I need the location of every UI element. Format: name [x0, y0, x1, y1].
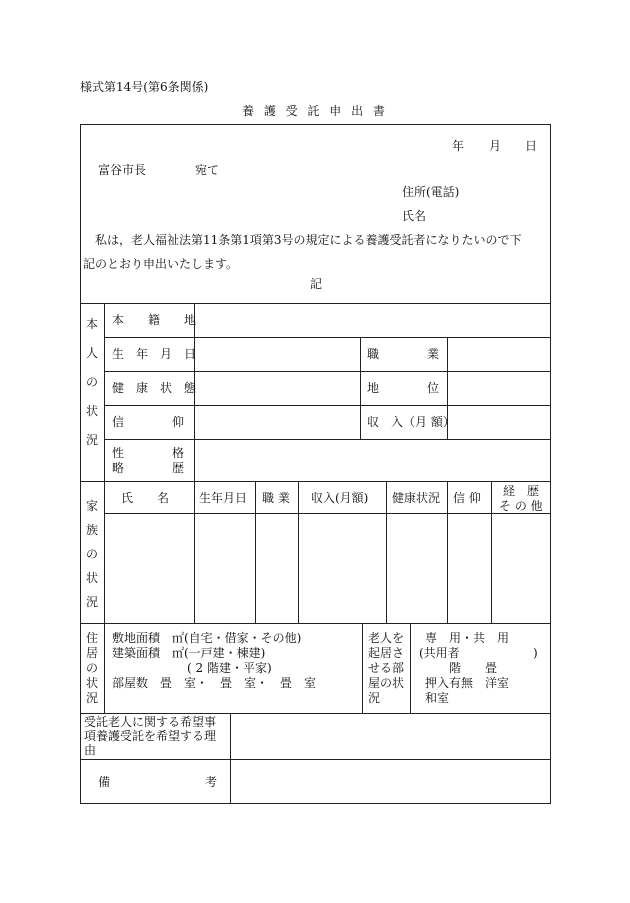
housing-building-area: 建築面積 ㎡(一戸建・棟建) [112, 646, 266, 660]
applicant-name-label: 氏名 [402, 209, 427, 223]
remarks-label-right: 考 [205, 775, 218, 789]
housing-floors: ( 2 階建・平家) [187, 661, 272, 675]
remarks-label-left: 備 [98, 775, 111, 789]
rule-housing-bottom [81, 713, 550, 714]
family-col-health: 健康状況 [392, 491, 441, 505]
room-floor-tatami: 階 畳 [449, 661, 498, 675]
rule-lower-col [230, 713, 231, 804]
rule-person-mid-1 [360, 337, 361, 439]
rule-header-bottom [81, 303, 550, 304]
room-shared-with-close: ) [533, 646, 538, 660]
statement-line-1: 私は，老人福祉法第11条第1項第3号の規定による養護受託者になりたいので下 [95, 233, 522, 247]
rule-housing-heading-col [104, 623, 105, 713]
room-label: 老人を 起居さ せる部 屋の状 況 [368, 631, 405, 705]
statement-line-2: 記のとおり申出いたします。 [83, 257, 239, 271]
date-day: 日 [525, 139, 538, 153]
rule-person-4 [104, 439, 550, 440]
rule-housing-mid-1 [362, 623, 363, 713]
form-number: 様式第14号(第6条関係) [80, 80, 209, 94]
label-health: 健 康 状 態 [112, 381, 197, 395]
applicant-address-label: 住所(電話) [402, 185, 460, 199]
label-character: 性 格 [112, 446, 185, 460]
rule-family-col-5 [447, 481, 448, 623]
addressee-suffix: 宛て [195, 163, 220, 177]
family-section-heading: 家 族 の 状 況 [85, 499, 98, 609]
room-shared-with: (共用者 [419, 646, 460, 660]
addressee: 富谷市長 [98, 163, 147, 177]
family-col-faith: 信 仰 [453, 491, 481, 505]
label-faith: 信 仰 [112, 415, 185, 429]
rule-family-col-6 [491, 481, 492, 623]
label-income: 収 入（月 額） [367, 415, 455, 429]
rule-housing-mid-2 [410, 623, 411, 713]
label-occupation: 職 業 [367, 347, 440, 361]
rule-family-col-3 [298, 481, 299, 623]
family-col-name: 氏 名 [121, 491, 170, 505]
housing-section-heading: 住 居 の 状 況 [85, 631, 98, 705]
rule-person-bottom [81, 481, 550, 482]
family-col-career: 経 歴 [503, 484, 540, 498]
room-exclusive-shared: 専 用・共 用 [425, 631, 510, 645]
rule-family-col-1 [194, 481, 195, 623]
ki-label: 記 [310, 277, 323, 291]
rule-person-3 [104, 405, 550, 406]
rule-person-2 [104, 371, 550, 372]
label-status: 地 位 [367, 381, 440, 395]
wish-label: 受託老人に関する希望事 項養護受託を希望する理 由 [84, 715, 217, 757]
rule-person-1 [104, 337, 550, 338]
rule-family-header [104, 513, 550, 514]
date-year: 年 [452, 139, 465, 153]
rule-heading-col [104, 303, 105, 623]
family-col-birthdate: 生年月日 [199, 491, 248, 505]
rule-family-col-2 [255, 481, 256, 623]
housing-rooms: 部屋数 畳 室・ 畳 室・ 畳 室 [112, 676, 317, 690]
rule-family-col-4 [386, 481, 387, 623]
label-history: 略 歴 [112, 461, 185, 475]
family-col-other: そ の 他 [499, 499, 543, 513]
application-form [80, 124, 551, 804]
housing-site-area: 敷地面積 ㎡(自宅・借家・その他) [112, 631, 302, 645]
rule-wish-bottom [81, 759, 550, 760]
room-closet-western: 押入有無 洋室 [425, 676, 510, 690]
label-birthdate: 生 年 月 日 [112, 347, 197, 361]
family-col-occupation: 職 業 [262, 491, 290, 505]
person-section-heading: 本 人 の 状 況 [85, 317, 98, 447]
rule-family-bottom [81, 623, 550, 624]
family-col-income: 収入(月額) [311, 491, 369, 505]
date-month: 月 [489, 139, 502, 153]
room-japanese: 和室 [425, 691, 450, 705]
form-title: 養 護 受 託 申 出 書 [242, 104, 388, 118]
label-honsekichi: 本 籍 地 [112, 313, 197, 327]
